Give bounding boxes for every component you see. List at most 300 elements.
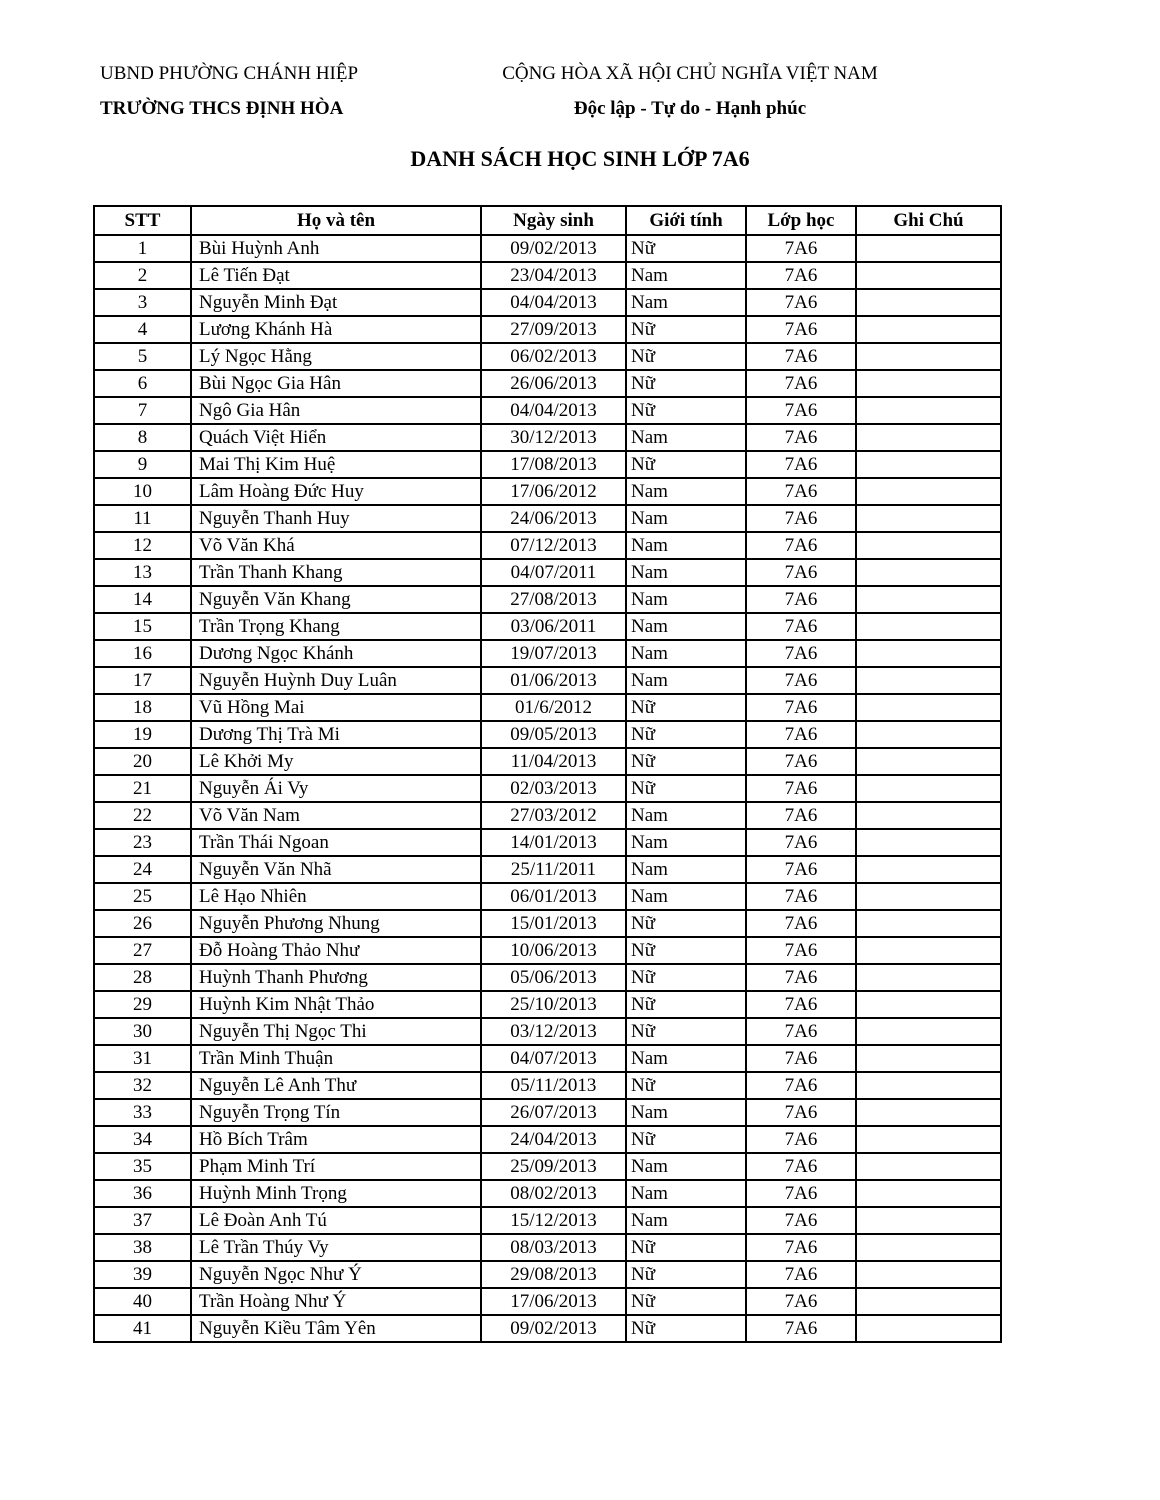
table-row <box>94 883 1001 910</box>
class-cell: 7A6 <box>746 748 856 775</box>
name-cell: Lê Đoàn Anh Tú <box>191 1207 481 1234</box>
gender-cell: Nữ <box>626 964 746 991</box>
header-stt: STT <box>94 206 191 235</box>
note-cell <box>856 424 1001 451</box>
dob-cell: 02/03/2013 <box>481 775 626 802</box>
note-cell <box>856 316 1001 343</box>
table-row <box>94 613 1001 640</box>
national-motto: Độc lập - Tự do - Hạnh phúc <box>573 98 807 119</box>
header-note: Ghi Chú <box>856 206 1001 235</box>
name-cell: Nguyễn Huỳnh Duy Luân <box>191 667 481 694</box>
dob-cell: 05/06/2013 <box>481 964 626 991</box>
gender-cell: Nam <box>626 856 746 883</box>
header-dob: Ngày sinh <box>481 206 626 235</box>
dob-cell: 25/09/2013 <box>481 1153 626 1180</box>
class-cell: 7A6 <box>746 802 856 829</box>
class-cell: 7A6 <box>746 262 856 289</box>
table-row <box>94 262 1001 289</box>
table-row <box>94 856 1001 883</box>
name-cell: Trần Trọng Khang <box>191 613 481 640</box>
dob-cell: 15/12/2013 <box>481 1207 626 1234</box>
dob-cell: 01/6/2012 <box>481 694 626 721</box>
stt-cell: 17 <box>94 667 191 694</box>
class-cell: 7A6 <box>746 1207 856 1234</box>
class-cell: 7A6 <box>746 586 856 613</box>
note-cell <box>856 1099 1001 1126</box>
note-cell <box>856 694 1001 721</box>
dob-cell: 27/09/2013 <box>481 316 626 343</box>
table-row <box>94 910 1001 937</box>
dob-cell: 23/04/2013 <box>481 262 626 289</box>
gender-cell: Nam <box>626 505 746 532</box>
class-cell: 7A6 <box>746 694 856 721</box>
issuer-block <box>100 62 358 121</box>
table-row <box>94 640 1001 667</box>
note-cell <box>856 802 1001 829</box>
stt-cell: 1 <box>94 235 191 262</box>
name-cell: Nguyễn Lê Anh Thư <box>191 1072 481 1099</box>
dob-cell: 30/12/2013 <box>481 424 626 451</box>
note-cell <box>856 289 1001 316</box>
stt-cell: 16 <box>94 640 191 667</box>
national-title: CỘNG HÒA XÃ HỘI CHỦ NGHĨA VIỆT NAM <box>502 63 878 84</box>
note-cell <box>856 1126 1001 1153</box>
table-row <box>94 1207 1001 1234</box>
class-cell: 7A6 <box>746 721 856 748</box>
gender-cell: Nam <box>626 829 746 856</box>
note-cell <box>856 1288 1001 1315</box>
name-cell: Trần Thái Ngoan <box>191 829 481 856</box>
table-row <box>94 1018 1001 1045</box>
gender-cell: Nữ <box>626 694 746 721</box>
class-cell: 7A6 <box>746 856 856 883</box>
class-cell: 7A6 <box>746 1261 856 1288</box>
class-cell: 7A6 <box>746 1288 856 1315</box>
table-row <box>94 559 1001 586</box>
stt-cell: 8 <box>94 424 191 451</box>
gender-cell: Nữ <box>626 343 746 370</box>
name-cell: Bùi Huỳnh Anh <box>191 235 481 262</box>
gender-cell: Nam <box>626 289 746 316</box>
gender-cell: Nữ <box>626 370 746 397</box>
gender-cell: Nam <box>626 667 746 694</box>
dob-cell: 09/02/2013 <box>481 1315 626 1342</box>
gender-cell: Nữ <box>626 748 746 775</box>
table-row <box>94 505 1001 532</box>
dob-cell: 05/11/2013 <box>481 1072 626 1099</box>
gender-cell: Nữ <box>626 235 746 262</box>
gender-cell: Nữ <box>626 316 746 343</box>
dob-cell: 27/08/2013 <box>481 586 626 613</box>
gender-cell: Nữ <box>626 1261 746 1288</box>
stt-cell: 20 <box>94 748 191 775</box>
dob-cell: 03/06/2011 <box>481 613 626 640</box>
name-cell: Lương Khánh Hà <box>191 316 481 343</box>
school-name: TRƯỜNG THCS ĐỊNH HÒA <box>100 98 344 119</box>
stt-cell: 12 <box>94 532 191 559</box>
gender-cell: Nam <box>626 1045 746 1072</box>
class-cell: 7A6 <box>746 613 856 640</box>
table-row <box>94 397 1001 424</box>
class-cell: 7A6 <box>746 964 856 991</box>
note-cell <box>856 910 1001 937</box>
table-row <box>94 532 1001 559</box>
name-cell: Võ Văn Khá <box>191 532 481 559</box>
class-cell: 7A6 <box>746 640 856 667</box>
table-row <box>94 937 1001 964</box>
gender-cell: Nữ <box>626 397 746 424</box>
dob-cell: 17/06/2012 <box>481 478 626 505</box>
name-cell: Đỗ Hoàng Thảo Như <box>191 937 481 964</box>
stt-cell: 14 <box>94 586 191 613</box>
name-cell: Trần Hoàng Như Ý <box>191 1288 481 1315</box>
name-cell: Dương Thị Trà Mi <box>191 721 481 748</box>
dob-cell: 04/04/2013 <box>481 289 626 316</box>
note-cell <box>856 937 1001 964</box>
dob-cell: 15/01/2013 <box>481 910 626 937</box>
dob-cell: 04/07/2011 <box>481 559 626 586</box>
name-cell: Lê Hạo Nhiên <box>191 883 481 910</box>
name-cell: Vũ Hồng Mai <box>191 694 481 721</box>
name-cell: Ngô Gia Hân <box>191 397 481 424</box>
gender-cell: Nam <box>626 559 746 586</box>
note-cell <box>856 964 1001 991</box>
class-cell: 7A6 <box>746 397 856 424</box>
table-row <box>94 1234 1001 1261</box>
gender-cell: Nam <box>626 640 746 667</box>
class-cell: 7A6 <box>746 1018 856 1045</box>
note-cell <box>856 343 1001 370</box>
gender-cell: Nam <box>626 532 746 559</box>
header-class: Lớp học <box>746 206 856 235</box>
class-cell: 7A6 <box>746 343 856 370</box>
name-cell: Bùi Ngọc Gia Hân <box>191 370 481 397</box>
dob-cell: 06/02/2013 <box>481 343 626 370</box>
note-cell <box>856 640 1001 667</box>
dob-cell: 04/04/2013 <box>481 397 626 424</box>
table-row <box>94 1153 1001 1180</box>
table-row <box>94 1315 1001 1342</box>
note-cell <box>856 1072 1001 1099</box>
dob-cell: 03/12/2013 <box>481 1018 626 1045</box>
gender-cell: Nam <box>626 883 746 910</box>
name-cell: Nguyễn Văn Nhã <box>191 856 481 883</box>
issuer-name: UBND PHƯỜNG CHÁNH HIỆP <box>100 63 359 84</box>
table-row <box>94 1180 1001 1207</box>
dob-cell: 07/12/2013 <box>481 532 626 559</box>
class-cell: 7A6 <box>746 991 856 1018</box>
table-row <box>94 586 1001 613</box>
gender-cell: Nam <box>626 1207 746 1234</box>
gender-cell: Nữ <box>626 937 746 964</box>
class-cell: 7A6 <box>746 883 856 910</box>
table-header <box>94 206 1001 235</box>
class-cell: 7A6 <box>746 1153 856 1180</box>
stt-cell: 24 <box>94 856 191 883</box>
class-cell: 7A6 <box>746 316 856 343</box>
name-cell: Lý Ngọc Hằng <box>191 343 481 370</box>
stt-cell: 30 <box>94 1018 191 1045</box>
class-cell: 7A6 <box>746 289 856 316</box>
note-cell <box>856 1261 1001 1288</box>
stt-cell: 36 <box>94 1180 191 1207</box>
table-row <box>94 1126 1001 1153</box>
table-row <box>94 1072 1001 1099</box>
dob-cell: 01/06/2013 <box>481 667 626 694</box>
dob-cell: 09/02/2013 <box>481 235 626 262</box>
stt-cell: 29 <box>94 991 191 1018</box>
gender-cell: Nữ <box>626 1126 746 1153</box>
name-cell: Hồ Bích Trâm <box>191 1126 481 1153</box>
note-cell <box>856 1180 1001 1207</box>
note-cell <box>856 1045 1001 1072</box>
gender-cell: Nữ <box>626 1018 746 1045</box>
table-row <box>94 802 1001 829</box>
note-cell <box>856 1018 1001 1045</box>
class-cell: 7A6 <box>746 559 856 586</box>
stt-cell: 31 <box>94 1045 191 1072</box>
note-cell <box>856 532 1001 559</box>
class-cell: 7A6 <box>746 235 856 262</box>
class-cell: 7A6 <box>746 1234 856 1261</box>
table-row <box>94 1261 1001 1288</box>
note-cell <box>856 613 1001 640</box>
dob-cell: 08/02/2013 <box>481 1180 626 1207</box>
gender-cell: Nữ <box>626 721 746 748</box>
class-cell: 7A6 <box>746 370 856 397</box>
name-cell: Lê Khởi My <box>191 748 481 775</box>
table-row <box>94 424 1001 451</box>
name-cell: Nguyễn Minh Đạt <box>191 289 481 316</box>
dob-cell: 19/07/2013 <box>481 640 626 667</box>
stt-cell: 38 <box>94 1234 191 1261</box>
note-cell <box>856 667 1001 694</box>
table-row <box>94 748 1001 775</box>
dob-cell: 04/07/2013 <box>481 1045 626 1072</box>
table-row <box>94 1099 1001 1126</box>
name-cell: Nguyễn Thị Ngọc Thi <box>191 1018 481 1045</box>
dob-cell: 27/03/2012 <box>481 802 626 829</box>
name-cell: Võ Văn Nam <box>191 802 481 829</box>
stt-cell: 13 <box>94 559 191 586</box>
dob-cell: 29/08/2013 <box>481 1261 626 1288</box>
class-cell: 7A6 <box>746 1045 856 1072</box>
table-row <box>94 775 1001 802</box>
header-name: Họ và tên <box>191 206 481 235</box>
name-cell: Lê Trần Thúy Vy <box>191 1234 481 1261</box>
table-header-row <box>94 206 1001 235</box>
table-row <box>94 478 1001 505</box>
note-cell <box>856 451 1001 478</box>
note-cell <box>856 775 1001 802</box>
stt-cell: 15 <box>94 613 191 640</box>
gender-cell: Nữ <box>626 1234 746 1261</box>
note-cell <box>856 370 1001 397</box>
stt-cell: 23 <box>94 829 191 856</box>
note-cell <box>856 991 1001 1018</box>
note-cell <box>856 235 1001 262</box>
stt-cell: 25 <box>94 883 191 910</box>
stt-cell: 3 <box>94 289 191 316</box>
table-row <box>94 667 1001 694</box>
dob-cell: 24/06/2013 <box>481 505 626 532</box>
table-row <box>94 829 1001 856</box>
gender-cell: Nữ <box>626 991 746 1018</box>
table-row <box>94 721 1001 748</box>
dob-cell: 25/11/2011 <box>481 856 626 883</box>
gender-cell: Nam <box>626 424 746 451</box>
stt-cell: 22 <box>94 802 191 829</box>
stt-cell: 37 <box>94 1207 191 1234</box>
note-cell <box>856 721 1001 748</box>
stt-cell: 32 <box>94 1072 191 1099</box>
stt-cell: 6 <box>94 370 191 397</box>
note-cell <box>856 883 1001 910</box>
name-cell: Nguyễn Thanh Huy <box>191 505 481 532</box>
name-cell: Quách Việt Hiển <box>191 424 481 451</box>
gender-cell: Nam <box>626 262 746 289</box>
name-cell: Huỳnh Kim Nhật Thảo <box>191 991 481 1018</box>
gender-cell: Nam <box>626 1153 746 1180</box>
name-cell: Phạm Minh Trí <box>191 1153 481 1180</box>
gender-cell: Nữ <box>626 1072 746 1099</box>
page-title: DANH SÁCH HỌC SINH LỚP 7A6 <box>410 146 750 171</box>
class-cell: 7A6 <box>746 478 856 505</box>
class-cell: 7A6 <box>746 937 856 964</box>
note-cell <box>856 586 1001 613</box>
note-cell <box>856 1153 1001 1180</box>
gender-cell: Nam <box>626 1099 746 1126</box>
stt-cell: 4 <box>94 316 191 343</box>
stt-cell: 39 <box>94 1261 191 1288</box>
name-cell: Dương Ngọc Khánh <box>191 640 481 667</box>
class-cell: 7A6 <box>746 1099 856 1126</box>
class-cell: 7A6 <box>746 775 856 802</box>
class-cell: 7A6 <box>746 1180 856 1207</box>
dob-cell: 24/04/2013 <box>481 1126 626 1153</box>
note-cell <box>856 1315 1001 1342</box>
name-cell: Nguyễn Trọng Tín <box>191 1099 481 1126</box>
note-cell <box>856 505 1001 532</box>
note-cell <box>856 748 1001 775</box>
gender-cell: Nam <box>626 1180 746 1207</box>
dob-cell: 17/06/2013 <box>481 1288 626 1315</box>
gender-cell: Nam <box>626 478 746 505</box>
name-cell: Nguyễn Văn Khang <box>191 586 481 613</box>
dob-cell: 09/05/2013 <box>481 721 626 748</box>
class-cell: 7A6 <box>746 1126 856 1153</box>
name-cell: Lê Tiến Đạt <box>191 262 481 289</box>
dob-cell: 08/03/2013 <box>481 1234 626 1261</box>
name-cell: Nguyễn Kiều Tâm Yên <box>191 1315 481 1342</box>
gender-cell: Nữ <box>626 775 746 802</box>
class-cell: 7A6 <box>746 1315 856 1342</box>
class-cell: 7A6 <box>746 424 856 451</box>
stt-cell: 7 <box>94 397 191 424</box>
stt-cell: 21 <box>94 775 191 802</box>
name-cell: Nguyễn Phương Nhung <box>191 910 481 937</box>
student-roster-table <box>93 205 1002 1343</box>
name-cell: Huỳnh Thanh Phương <box>191 964 481 991</box>
name-cell: Lâm Hoàng Đức Huy <box>191 478 481 505</box>
gender-cell: Nam <box>626 586 746 613</box>
gender-cell: Nam <box>626 802 746 829</box>
table-row <box>94 316 1001 343</box>
header-gender: Giới tính <box>626 206 746 235</box>
table-row <box>94 1288 1001 1315</box>
dob-cell: 10/06/2013 <box>481 937 626 964</box>
dob-cell: 17/08/2013 <box>481 451 626 478</box>
table-row <box>94 289 1001 316</box>
stt-cell: 27 <box>94 937 191 964</box>
name-cell: Mai Thị Kim Huệ <box>191 451 481 478</box>
dob-cell: 11/04/2013 <box>481 748 626 775</box>
note-cell <box>856 262 1001 289</box>
stt-cell: 34 <box>94 1126 191 1153</box>
gender-cell: Nữ <box>626 910 746 937</box>
note-cell <box>856 856 1001 883</box>
stt-cell: 33 <box>94 1099 191 1126</box>
table-row <box>94 235 1001 262</box>
table-row <box>94 451 1001 478</box>
gender-cell: Nữ <box>626 1315 746 1342</box>
name-cell: Nguyễn Ngọc Như Ý <box>191 1261 481 1288</box>
class-cell: 7A6 <box>746 829 856 856</box>
table-row <box>94 991 1001 1018</box>
stt-cell: 41 <box>94 1315 191 1342</box>
name-cell: Huỳnh Minh Trọng <box>191 1180 481 1207</box>
note-cell <box>856 559 1001 586</box>
stt-cell: 35 <box>94 1153 191 1180</box>
class-cell: 7A6 <box>746 505 856 532</box>
stt-cell: 19 <box>94 721 191 748</box>
dob-cell: 26/06/2013 <box>481 370 626 397</box>
note-cell <box>856 829 1001 856</box>
class-cell: 7A6 <box>746 451 856 478</box>
table-row <box>94 694 1001 721</box>
note-cell <box>856 1234 1001 1261</box>
gender-cell: Nữ <box>626 1288 746 1315</box>
table-row <box>94 370 1001 397</box>
dob-cell: 25/10/2013 <box>481 991 626 1018</box>
note-cell <box>856 1207 1001 1234</box>
name-cell: Nguyễn Ái Vy <box>191 775 481 802</box>
stt-cell: 40 <box>94 1288 191 1315</box>
table-row <box>94 964 1001 991</box>
class-cell: 7A6 <box>746 667 856 694</box>
gender-cell: Nữ <box>626 451 746 478</box>
stt-cell: 10 <box>94 478 191 505</box>
stt-cell: 18 <box>94 694 191 721</box>
dob-cell: 14/01/2013 <box>481 829 626 856</box>
national-motto-block <box>450 62 930 121</box>
stt-cell: 26 <box>94 910 191 937</box>
table-row <box>94 343 1001 370</box>
stt-cell: 28 <box>94 964 191 991</box>
name-cell: Trần Minh Thuận <box>191 1045 481 1072</box>
name-cell: Trần Thanh Khang <box>191 559 481 586</box>
stt-cell: 5 <box>94 343 191 370</box>
note-cell <box>856 397 1001 424</box>
dob-cell: 06/01/2013 <box>481 883 626 910</box>
class-cell: 7A6 <box>746 532 856 559</box>
stt-cell: 9 <box>94 451 191 478</box>
class-cell: 7A6 <box>746 910 856 937</box>
stt-cell: 2 <box>94 262 191 289</box>
table-row <box>94 1045 1001 1072</box>
dob-cell: 26/07/2013 <box>481 1099 626 1126</box>
note-cell <box>856 478 1001 505</box>
